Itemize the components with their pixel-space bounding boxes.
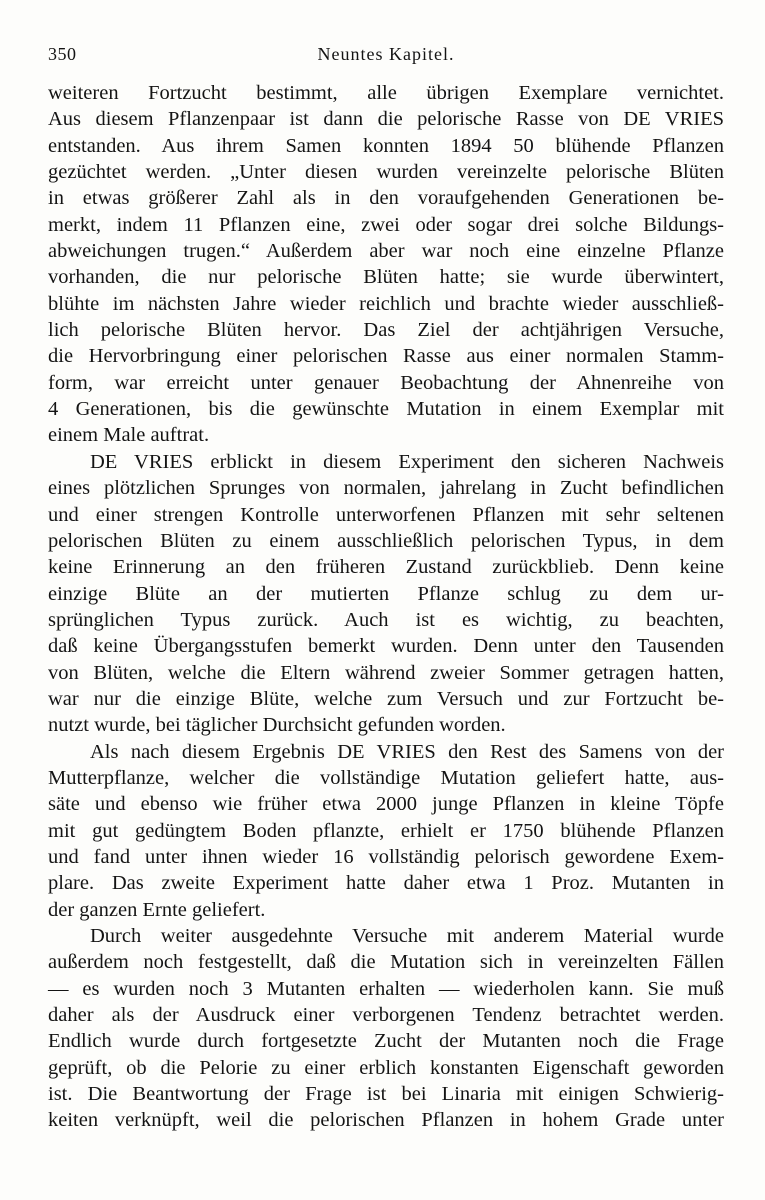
text-line: daher als der Ausdruck einer verborgenen Tendenz betrachtet werden. <box>48 1004 724 1027</box>
page-number: 350 <box>48 44 77 64</box>
text-line: einem Male auftrat. <box>48 424 210 447</box>
text-line: außerdem noch festgestellt, daß die Mutation sich in vereinzelten Fällen <box>48 951 724 974</box>
text-line: plare. Das zweite Experiment hatte daher etwa 1 Proz. Mutanten in <box>48 872 724 895</box>
text-line: eines plötzlichen Sprunges von normalen, jahrelang in Zucht befindlichen <box>48 477 724 500</box>
text-line: keiten verknüpft, weil die pelorischen Pflanzen in hohem Grade unter <box>48 1109 724 1132</box>
text-line: sprünglichen Typus zurück. Auch ist es wichtig, zu beachten, <box>48 608 724 631</box>
text-line: Endlich wurde durch fortgesetzte Zucht der Mutanten noch die Frage <box>48 1030 724 1053</box>
text-line: geprüft, ob die Pelorie zu einer erblich konstanten Eigenschaft geworden <box>48 1056 724 1079</box>
text-line: merkt, indem 11 Pflanzen eine, zwei oder sogar drei solche Bildungs- <box>48 213 724 236</box>
text-line: einzige Blüte an der mutierten Pflanze schlug zu dem ur- <box>48 582 724 605</box>
text-line: die Hervorbringung einer pelorischen Rasse aus einer normalen Stamm- <box>48 345 724 368</box>
text-line: mit gut gedüngtem Boden pflanzte, erhielt er 1750 blühende Pflanzen <box>48 819 724 842</box>
book-page <box>48 44 724 1134</box>
text-line: vorhanden, die nur pelorische Blüten hatte; sie wurde überwintert, <box>48 266 724 289</box>
text-line: in etwas größerer Zahl als in den voraufgehenden Generationen be- <box>48 187 724 210</box>
text-line: pelorischen Blüten zu einem ausschließlich pelorischen Typus, in dem <box>48 529 724 552</box>
text-line: und fand unter ihnen wieder 16 vollständig pelorisch gewordene Exem- <box>48 845 724 868</box>
running-head: Neuntes Kapitel. <box>317 44 455 64</box>
text-line: lich pelorische Blüten hervor. Das Ziel der achtjährigen Versuche, <box>48 319 724 342</box>
text-line: Als nach diesem Ergebnis DE VRIES den Rest des Samens von der <box>90 740 724 763</box>
text-line: der ganzen Ernte geliefert. <box>48 898 266 921</box>
page-header <box>48 44 724 74</box>
text-line: Aus diesem Pflanzenpaar ist dann die pelorische Rasse von DE VRIES <box>48 108 724 131</box>
text-line: entstanden. Aus ihrem Samen konnten 1894 50 blühende Pflanzen <box>48 134 724 157</box>
text-line: weiteren Fortzucht bestimmt, alle übrigen Exemplare vernichtet. <box>48 82 724 104</box>
text-line: ist. Die Beantwortung der Frage ist bei Linaria mit einigen Schwierig- <box>48 1083 724 1106</box>
text-line: Durch weiter ausgedehnte Versuche mit anderem Material wurde <box>90 925 724 947</box>
text-line: von Blüten, welche die Eltern während zweier Sommer getragen hatten, <box>48 661 724 684</box>
text-line: abweichungen trugen.“ Außerdem aber war noch eine einzelne Pflanze <box>48 240 724 263</box>
text-line: Mutterpflanze, welcher die vollständige Mutation geliefert hatte, aus- <box>48 766 724 789</box>
text-line: blühte im nächsten Jahre wieder reichlich und brachte wieder ausschließ- <box>48 292 724 315</box>
text-line: war nur die einzige Blüte, welche zum Versuch und zur Fortzucht be- <box>48 687 724 710</box>
text-line: keine Erinnerung an den früheren Zustand zurückblieb. Denn keine <box>48 556 724 579</box>
text-line: säte und ebenso wie früher etwa 2000 junge Pflanzen in kleine Töpfe <box>48 793 724 816</box>
text-line: gezüchtet werden. „Unter diesen wurden vereinzelte pelorische Blüten <box>48 161 724 184</box>
text-line: form, war erreicht unter genauer Beobachtung der Ahnenreihe von <box>48 371 724 394</box>
text-line: daß keine Übergangsstufen bemerkt wurden. Denn unter den Tausenden <box>48 635 724 658</box>
text-line: nutzt wurde, bei täglicher Durchsicht gefunden worden. <box>48 714 506 737</box>
body-text <box>48 80 724 1134</box>
text-line: und einer strengen Kontrolle unterworfenen Pflanzen mit sehr seltenen <box>48 503 724 526</box>
text-line: 4 Generationen, bis die gewünschte Mutation in einem Exemplar mit <box>48 398 724 421</box>
text-line: — es wurden noch 3 Mutanten erhalten — wiederholen kann. Sie muß <box>48 977 724 1000</box>
text-line: DE VRIES erblickt in diesem Experiment den sicheren Nachweis <box>90 450 724 473</box>
